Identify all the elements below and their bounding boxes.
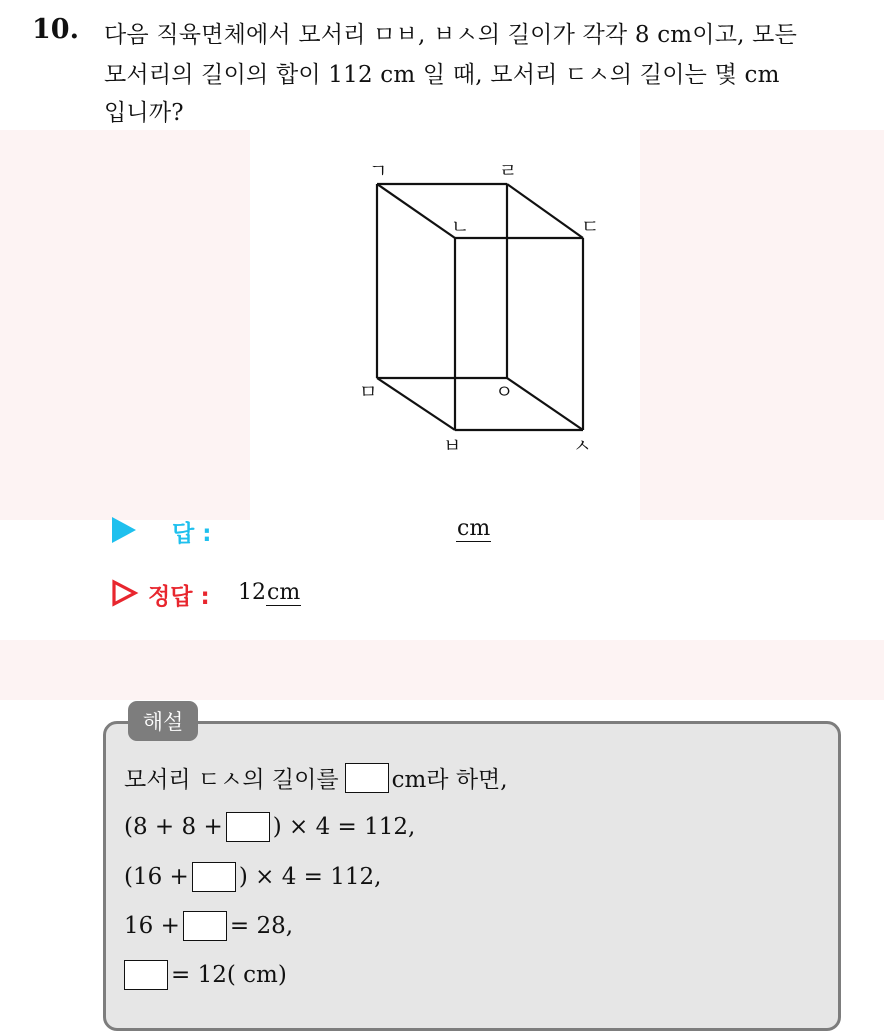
solution-line-2 (124, 812, 415, 842)
solution-line-1-pre: 모서리 ㄷㅅ의 길이를 (124, 767, 339, 793)
solution-line-3 (124, 862, 381, 892)
vertex-label-s: ㅅ (573, 435, 592, 457)
vertex-label-n: ㄴ (451, 216, 470, 238)
edge-r-d (507, 184, 583, 238)
solution-line-5 (124, 960, 287, 990)
play-triangle-icon (112, 517, 136, 543)
unknown-box (192, 862, 236, 892)
solution-tag: 해설 (128, 701, 198, 741)
vertex-label-d: ㄷ (581, 216, 600, 238)
solution-line-4 (124, 911, 293, 941)
vertex-label-b: ㅂ (443, 435, 462, 457)
background-tile (0, 130, 250, 520)
edge-o-s (507, 378, 583, 430)
solution-line-4-pre: 16 + (124, 913, 180, 939)
correct-answer-number: 12 (238, 580, 266, 605)
solution-line-1-post: cm라 하면, (391, 767, 508, 793)
cuboid-diagram (355, 155, 605, 465)
question-text-line-3: 입니까? (104, 100, 184, 126)
solution-line-2-post: ) × 4 = 112, (272, 814, 416, 840)
unknown-box (124, 960, 168, 990)
vertex-label-m: ㅁ (359, 381, 378, 403)
background-tile (0, 640, 884, 700)
solution-line-2-pre: (8 + 8 + (124, 814, 223, 840)
correct-answer-row (108, 578, 528, 608)
question-number: 10. (32, 14, 79, 45)
cuboid-figure (355, 155, 605, 465)
outline-triangle-icon (110, 578, 140, 608)
vertex-label-g: ㄱ (369, 160, 388, 182)
correct-answer-label: 정답 : (148, 584, 210, 610)
answer-label: 답 : (172, 521, 212, 547)
solution-line-5-post: = 12( cm) (171, 962, 287, 988)
background-tile (640, 130, 884, 520)
vertex-label-r: ㄹ (499, 160, 518, 182)
solution-line-3-pre: (16 + (124, 864, 189, 890)
unknown-box (226, 812, 270, 842)
vertex-label-o: ㅇ (495, 381, 514, 403)
correct-answer-unit: cm (267, 580, 301, 605)
unknown-box (183, 911, 227, 941)
edge-m-b (377, 378, 455, 430)
correct-answer-value (238, 580, 301, 605)
edge-g-n (377, 184, 455, 238)
question-text-line-1: 다음 직육면체에서 모서리 ㅁㅂ, ㅂㅅ의 길이가 각각 8 cm이고, 모든 (104, 22, 797, 48)
solution-line-1 (124, 761, 508, 794)
solution-line-4-post: = 28, (229, 913, 294, 939)
answer-row (108, 515, 528, 545)
solution-line-3-post: ) × 4 = 112, (238, 864, 382, 890)
unknown-box (345, 763, 389, 793)
question-text-line-2: 모서리의 길이의 합이 112 cm 일 때, 모서리 ㄷㅅ의 길이는 몇 cm (104, 62, 780, 88)
answer-unit: cm (457, 516, 491, 541)
